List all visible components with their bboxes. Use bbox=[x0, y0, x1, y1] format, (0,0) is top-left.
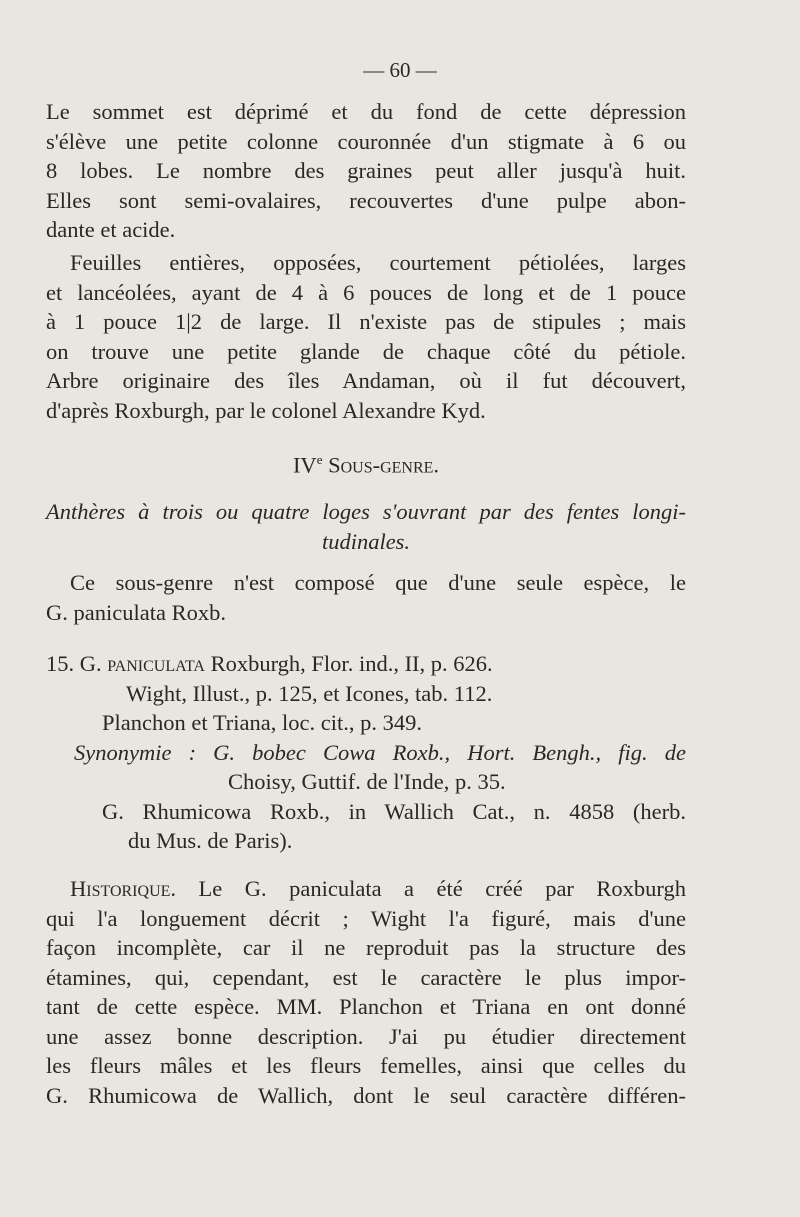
text-line: à 1 pouce 1|2 de large. Il n'existe pas de stipules ; mais bbox=[46, 309, 686, 334]
text-line: Feuilles entières, opposées, courtement pétiolées, larges bbox=[70, 250, 686, 275]
text-line: façon incomplète, car il ne reproduit pas la structure des bbox=[46, 935, 686, 960]
paragraph-fruit bbox=[46, 97, 686, 245]
text-line: Historique. Le G. paniculata a été créé par Roxburgh bbox=[70, 876, 687, 901]
paragraph-historique bbox=[46, 874, 686, 1110]
text-line: s'élève une petite colonne couronnée d'un stigmate à 6 ou bbox=[46, 128, 686, 154]
text-line: G. Rhumicowa de Wallich, dont le seul caractère différen- bbox=[46, 1082, 686, 1108]
text-line: et lancéolées, ayant de 4 à 6 pouces de long et de 1 pouce bbox=[46, 279, 686, 305]
text-line: une assez bonne description. J'ai pu étudier directement bbox=[46, 1023, 686, 1049]
text-line: dante et acide. bbox=[46, 217, 176, 242]
text-line: tant de cette espèce. MM. Planchon et Triana en ont donné bbox=[46, 994, 686, 1019]
text-line: 8 lobes. Le nombre des graines peut aller jusqu'à huit. bbox=[46, 158, 686, 183]
synonymy-line: G. Rhumicowa Roxb., in Wallich Cat., n. 4858 (herb. bbox=[102, 798, 686, 824]
reference-line: Wight, Illust., p. 125, et Icones, tab. 112. bbox=[126, 680, 493, 706]
text-line: G. paniculata Roxb. bbox=[46, 599, 226, 625]
text-line: d'après Roxburgh, par le colonel Alexandre Kyd. bbox=[46, 397, 486, 423]
text-line: tudinales. bbox=[321, 528, 411, 554]
synonymy-line: Synonymie : G. bobec Cowa Roxb., Hort. Bengh., fig. de bbox=[74, 739, 686, 765]
section-description bbox=[46, 497, 686, 556]
section-heading: IVe Sous-genre. bbox=[292, 452, 440, 478]
text-line: Anthères à trois ou quatre loges s'ouvrant par des fentes longi- bbox=[46, 499, 686, 524]
species-entry bbox=[46, 649, 686, 856]
text-line: on trouve une petite glande de chaque côté du pétiole. bbox=[46, 338, 686, 364]
text-line: Le sommet est déprimé et du fond de cette dépression bbox=[46, 99, 686, 124]
synonymy-line: du Mus. de Paris). bbox=[128, 828, 293, 853]
text-line: étamines, qui, cependant, est le caractère le plus impor- bbox=[46, 964, 686, 990]
text-line: Arbre originaire des îles Andaman, où il fut découvert, bbox=[46, 368, 686, 393]
text-line: qui l'a longuement décrit ; Wight l'a figuré, mais d'une bbox=[46, 905, 686, 931]
species-heading: 15. G. paniculata Roxburgh, Flor. ind., II, p. 626. bbox=[46, 651, 493, 676]
text-line: Elles sont semi-ovalaires, recouvertes d'une pulpe abon- bbox=[46, 187, 686, 213]
page-number: — 60 — bbox=[363, 58, 437, 82]
paragraph-subgenus bbox=[46, 568, 686, 627]
text-line: les fleurs mâles et les fleurs femelles, ainsi que celles du bbox=[46, 1053, 686, 1078]
reference-line: Planchon et Triana, loc. cit., p. 349. bbox=[102, 710, 422, 735]
synonymy-line: Choisy, Guttif. de l'Inde, p. 35. bbox=[228, 769, 506, 794]
paragraph-leaves bbox=[46, 248, 686, 425]
text-line: Ce sous-genre n'est composé que d'une seule espèce, le bbox=[70, 570, 686, 595]
